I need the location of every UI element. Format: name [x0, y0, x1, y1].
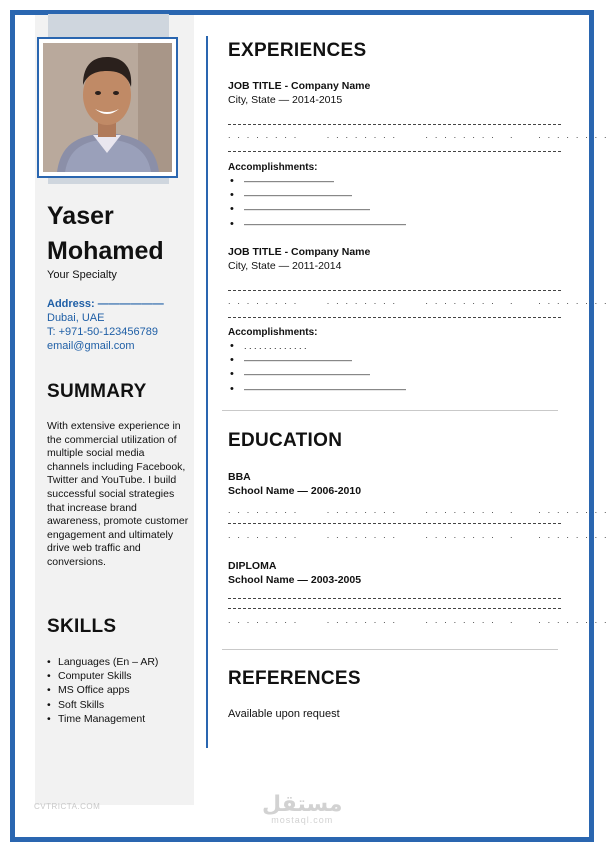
job-entry — [228, 79, 370, 107]
placeholder-line — [228, 317, 561, 318]
footer-site-mark: CVTRICTA.COM — [34, 802, 101, 811]
placeholder-line — [228, 608, 561, 609]
placeholder-line — [228, 124, 561, 125]
specialty: Your Specialty — [47, 269, 117, 281]
job-entry — [228, 245, 370, 273]
accomplishment-item: • ———————————— — [230, 188, 406, 202]
placeholder-dots: . . . . . . . . . . . . . . . . . . . . . . . . . . . . . . . . . — [228, 505, 609, 515]
accomplishment-item: • —————————————————— — [230, 382, 406, 396]
skills-heading: SKILLS — [47, 616, 117, 637]
accomplishment-item: • —————————————— — [230, 367, 406, 381]
placeholder-line — [228, 598, 561, 599]
profile-photo — [43, 43, 172, 172]
accomplishment-item: • —————————————————— — [230, 217, 406, 231]
skill-item: • Time Management — [47, 712, 158, 726]
accomplishment-item: • . . . . . . . . . . . . . — [230, 339, 406, 353]
email-line: email@gmail.com — [47, 340, 135, 352]
accomplishments-list — [230, 339, 406, 396]
placeholder-dots: . . . . . . . . . . . . . . . . . . . . . . . . . . . . . . . . . — [228, 130, 609, 140]
references-heading: REFERENCES — [228, 668, 361, 689]
last-name: Mohamed — [47, 237, 164, 265]
accomplishments-label: Accomplishments: — [228, 162, 318, 173]
references-text: Available upon request — [228, 708, 340, 720]
section-separator — [222, 649, 558, 650]
accomplishment-item: • —————————————— — [230, 202, 406, 216]
degree: DIPLOMA — [228, 560, 277, 572]
first-name: Yaser — [47, 202, 114, 230]
placeholder-dots: . . . . . . . . . . . . . . . . . . . . . . . . . . . . . . . . . — [228, 530, 609, 540]
phone-line: T: +971-50-123456789 — [47, 326, 159, 338]
degree: BBA — [228, 471, 251, 483]
profile-photo-frame — [37, 37, 178, 178]
summary-text: With extensive experience in the commercial utilization of multiple social media channels including Facebook, Twitter and YouTube. I build successful social strategies that increase brand awareness, promote customer engagement and ultimately drive web traffic and conversions. — [47, 420, 189, 568]
section-separator — [222, 410, 558, 411]
address-line: Address: —————— — [47, 298, 164, 310]
skills-list — [47, 655, 158, 726]
education-entry — [228, 559, 361, 587]
job-title: JOB TITLE - Company Name — [228, 80, 371, 92]
watermark-logo — [262, 793, 342, 825]
experiences-heading: EXPERIENCES — [228, 40, 367, 61]
city-line: Dubai, UAE — [47, 312, 105, 324]
accomplishments-list — [230, 174, 406, 231]
job-dates: City, State — 2014-2015 — [228, 94, 343, 106]
watermark-arabic: مستقل — [262, 791, 343, 816]
contact-block — [47, 297, 164, 353]
job-dates: City, State — 2011-2014 — [228, 260, 342, 272]
accomplishment-item: • ———————————— — [230, 353, 406, 367]
skill-item: • Computer Skills — [47, 669, 158, 683]
school: School Name — 2003-2005 — [228, 574, 362, 586]
column-divider — [206, 36, 208, 748]
placeholder-line — [228, 523, 561, 524]
placeholder-line — [228, 151, 561, 152]
skill-item: • Languages (En – AR) — [47, 655, 158, 669]
skill-item: • Soft Skills — [47, 698, 158, 712]
placeholder-dots: . . . . . . . . . . . . . . . . . . . . . . . . . . . . . . . . . — [228, 296, 609, 306]
placeholder-dots: . . . . . . . . . . . . . . . . . . . . . . . . . . . . . . . . . — [228, 615, 609, 625]
placeholder-line — [228, 290, 561, 291]
job-title: JOB TITLE - Company Name — [228, 246, 371, 258]
education-entry — [228, 470, 361, 498]
skill-item: • MS Office apps — [47, 683, 158, 697]
school: School Name — 2006-2010 — [228, 485, 362, 497]
education-heading: EDUCATION — [228, 430, 343, 451]
watermark-domain: mostaql.com — [271, 815, 334, 825]
summary-heading: SUMMARY — [47, 381, 147, 402]
accomplishments-label: Accomplishments: — [228, 327, 318, 338]
accomplishment-item: • —————————— — [230, 174, 406, 188]
